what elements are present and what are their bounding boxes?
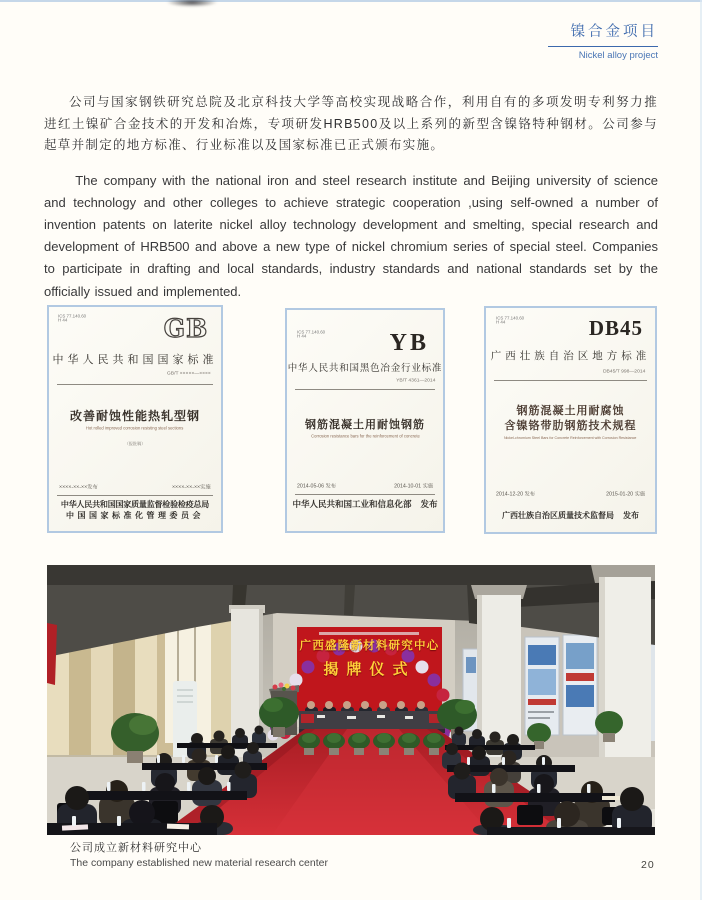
implement-date: 2015-01-20 实施	[605, 490, 645, 497]
scan-smudge	[166, 0, 218, 7]
cover-dates-row	[297, 482, 433, 493]
cover-standard-number: DB45/T 998—2014	[602, 368, 645, 374]
publish-word: 发布	[420, 499, 438, 509]
page-top-edge-line	[0, 0, 702, 2]
photo-caption	[70, 839, 328, 869]
caption-en: The company established new material research center	[70, 857, 328, 869]
divider-line	[494, 380, 647, 381]
cover-publisher-1: 广西壮族自治区质量技术监督局	[502, 511, 614, 520]
cover-title: 改善耐蚀性能热轧型钢	[69, 409, 200, 423]
issue-date: 2014-05-06 发布	[297, 482, 337, 489]
cover-dates-row	[59, 483, 211, 494]
intro-paragraph-en: The company with the national iron and steel research institute and Beijing university of science and technology and other colleges to achieve strategic cooperation ,using self-owned a number of invention patents on laterite nickel alloy technology development and smelting, special research and development of HRB500 and above a new type of nickel chromium series of special steel. Companies to participate in drafting and local standards, industry standards and national standards set by the officially issued and implemented.	[44, 172, 658, 299]
gb-logo-text: GB	[163, 315, 209, 342]
cover-title: 钢筋混凝土用耐蚀钢筋	[305, 419, 425, 431]
cover-standard-number: YB/T 4361—2014	[395, 377, 435, 383]
cover-subtitle-en: Corrosion resistance bars for the reinforcement of concrete	[310, 434, 420, 439]
banner-line1: 广西盛隆新材料研究中心	[299, 640, 440, 652]
cover-subtitle-en: Nickel-chromium Steel Bars for Concrete Reinforcement with Corrosion Resistance	[504, 436, 637, 441]
header-title-en: Nickel alloy project	[578, 50, 658, 61]
cover-org-line: 广西壮族自治区地方标准	[490, 350, 651, 362]
cover-publisher-row	[486, 510, 655, 521]
cover-title-line1: 钢筋混凝土用耐腐蚀	[516, 405, 625, 417]
divider-line	[295, 389, 435, 390]
ceremony-banner	[297, 637, 442, 679]
divider-line	[57, 384, 213, 385]
db45-logo-text: DB45	[588, 316, 643, 340]
cover-subtitle-en: Hot rolled improved corrosion resisting steel sections	[86, 426, 184, 431]
ceremony-photo	[47, 565, 655, 835]
cover-title-line2: 含镍铬带肋钢筋技术规程	[504, 420, 637, 432]
publish-word: 发布	[623, 511, 639, 520]
cover-publisher-row	[287, 498, 443, 510]
cover-draft-note: （报批稿）	[124, 441, 146, 447]
cover-publisher-1: 中华人民共和国国家质量监督检验检疫总局	[60, 500, 210, 509]
ceremony-photo-illustration	[47, 565, 655, 835]
yb-logo-text: YB	[389, 330, 429, 356]
standard-cover-db45: ICS 77.140.60 H 44 DB45 广西壮族自治区地方标准 DB45/T 998—2014 钢筋混凝土用耐腐蚀 含镍铬带肋钢筋技术规程 Nickel-chromium Steel Bars for Concrete Reinforcement with Corrosion Resistance 2014-12-20 发布 2015-01-20 实施 广西壮族自治区质量技术监督局 发布	[484, 306, 657, 534]
cover-dates-row	[496, 490, 645, 501]
standard-cover-gb: ICS 77.140.60 H 44 GB 中华人民共和国国家标准 GB/T ×××××—×××× 改善耐蚀性能热轧型钢 Hot rolled improved corrosion resisting steel sections （报批稿） ××××-××-××发布 ××××-××-××实施 中华人民共和国国家质量监督检验检疫总局 中国国家标准化管理委员会	[47, 305, 223, 533]
cover-standard-number: GB/T ×××××—××××	[167, 370, 211, 376]
caption-zh: 公司成立新材料研究中心	[70, 842, 202, 854]
standard-cover-yb: ICS 77.140.60 H 44 YB 中华人民共和国黑色冶金行业标准 YB/T 4361—2014 钢筋混凝土用耐蚀钢筋 Corrosion resistance bars for the reinforcement of concrete 2014-05-06 发布 2014-10-01 实施 中华人民共和国工业和信息化部 发布	[285, 308, 445, 533]
intro-section	[44, 92, 658, 303]
cover-publisher-1: 中华人民共和国工业和信息化部	[292, 499, 412, 509]
banner-line2: 揭牌仪式	[323, 661, 416, 678]
divider-line	[57, 495, 213, 496]
cover-org-line: 中华人民共和国国家标准	[52, 354, 218, 366]
page-header	[548, 20, 658, 61]
page-number: 20	[641, 859, 655, 871]
divider-line	[295, 494, 435, 495]
implement-date: 2014-10-01 实施	[393, 482, 433, 489]
intro-paragraph-zh: 公司与国家钢铁研究总院及北京科技大学等高校实现战略合作，利用自有的多项发明专利努力推进红土镍矿合金技术的开发和冶炼，专项研发HRB500及以上系列的新型含镍铬特种钢材。公司参与起草并制定的地方标准、行业标准以及国家标准已正式颁布实施。	[44, 95, 658, 152]
header-title-zh: 镍合金项目	[548, 20, 658, 47]
gb-logo-icon	[159, 315, 213, 342]
cover-publisher-2: 中国国家标准化管理委员会	[66, 511, 204, 520]
issue-date: ××××-××-××发布	[59, 483, 98, 490]
cover-org-line: 中华人民共和国黑色冶金行业标准	[287, 363, 443, 374]
implement-date: ××××-××-××实施	[172, 483, 211, 490]
issue-date: 2014-12-20 发布	[496, 490, 536, 497]
